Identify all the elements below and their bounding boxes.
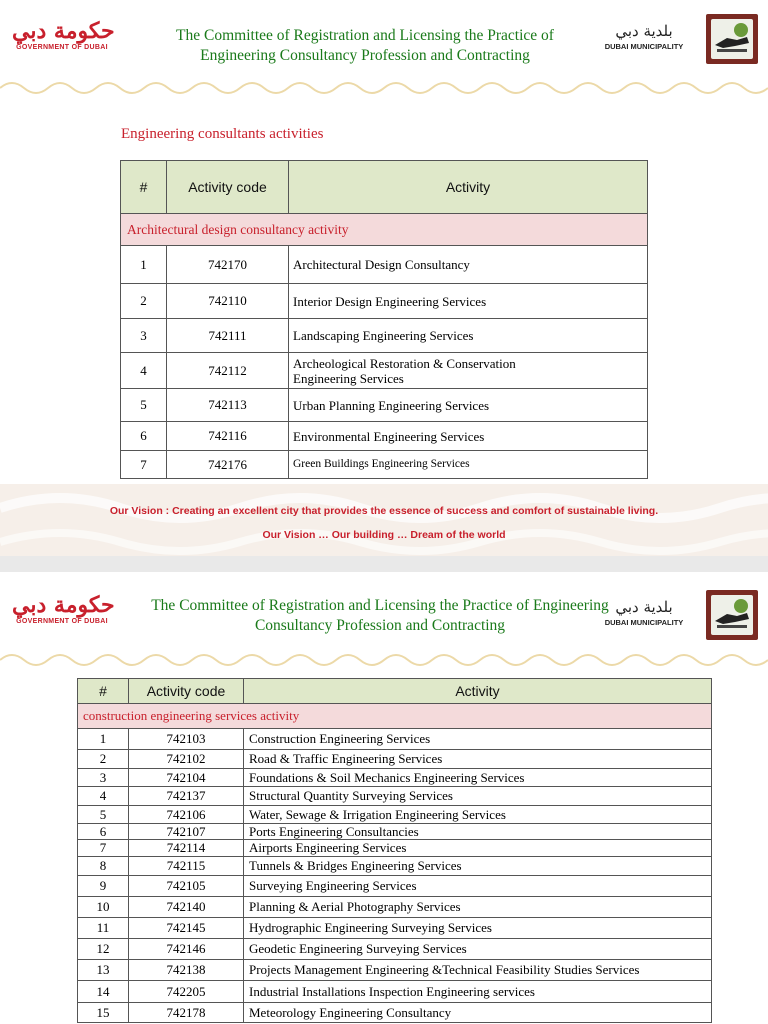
activity-code: 742112 [167, 353, 289, 389]
activity-name: Water, Sewage & Irrigation Engineering Services [244, 806, 712, 824]
activity-code: 742105 [129, 876, 244, 897]
dm-logo-arabic: بلدية دبي [615, 22, 673, 40]
activity-name: Interior Design Engineering Services [289, 284, 648, 319]
header-number: # [121, 161, 167, 214]
activity-code: 742113 [167, 389, 289, 422]
row-number: 14 [78, 981, 129, 1003]
category-label: Architectural design consultancy activity [121, 214, 648, 246]
activity-name: Geodetic Engineering Surveying Services [244, 939, 712, 960]
municipality-emblem-icon [706, 590, 758, 640]
table-row [78, 939, 712, 960]
municipality-emblem-icon [706, 14, 758, 64]
table-row [121, 353, 648, 389]
activity-code: 742104 [129, 769, 244, 787]
activity-name: Landscaping Engineering Services [289, 319, 648, 353]
table-row [121, 284, 648, 319]
table-row [78, 1003, 712, 1023]
vision-statement: Our Vision : Creating an excellent city that provides the essence of success and comfort of sustainable living. [109, 505, 659, 517]
activity-code: 742114 [129, 840, 244, 857]
activity-name: Meteorology Engineering Consultancy [244, 1003, 712, 1023]
vision-slogan: Our Vision … Our building … Dream of the world [262, 529, 506, 541]
gov-logo-arabic: حكومة دبي [12, 592, 115, 618]
row-number: 8 [78, 857, 129, 876]
activity-code: 742170 [167, 246, 289, 284]
title-line-2: Engineering Consultancy Profession and Contracting [200, 47, 530, 64]
header-number: # [78, 679, 129, 704]
activities-table [77, 678, 712, 1023]
activity-name: Foundations & Soil Mechanics Engineering Services [244, 769, 712, 787]
activity-name: Projects Management Engineering &Technical Feasibility Studies Services [244, 960, 712, 981]
activity-code: 742102 [129, 750, 244, 769]
table-row [78, 857, 712, 876]
title-line-2: Consultancy Profession and Contracting [254, 617, 506, 634]
table-row [78, 897, 712, 918]
row-number: 7 [121, 451, 167, 479]
activity-code: 742106 [129, 806, 244, 824]
activity-code: 742103 [129, 729, 244, 750]
dm-logo-arabic: بلدية دبي [615, 598, 673, 616]
row-number: 2 [78, 750, 129, 769]
category-row [121, 214, 648, 246]
activity-code: 742110 [167, 284, 289, 319]
header-activity: Activity [244, 679, 712, 704]
activity-code: 742140 [129, 897, 244, 918]
activity-code: 742115 [129, 857, 244, 876]
activity-name: Structural Quantity Surveying Services [244, 787, 712, 806]
activity-code: 742116 [167, 422, 289, 451]
row-number: 13 [78, 960, 129, 981]
activity-code: 742145 [129, 918, 244, 939]
row-number: 5 [121, 389, 167, 422]
row-number: 12 [78, 939, 129, 960]
row-number: 5 [78, 806, 129, 824]
decorative-wave [0, 76, 768, 100]
activity-code: 742205 [129, 981, 244, 1003]
government-of-dubai-logo [12, 18, 115, 51]
activity-name: Construction Engineering Services [244, 729, 712, 750]
header-activity-code: Activity code [167, 161, 289, 214]
activity-name: Green Buildings Engineering Services [289, 451, 648, 479]
header-activity: Activity [289, 161, 648, 214]
activity-name: Hydrographic Engineering Surveying Services [244, 918, 712, 939]
activities-table [120, 160, 648, 479]
activity-name: Tunnels & Bridges Engineering Services [244, 857, 712, 876]
title-line-1: The Committee of Registration and Licensing the Practice of [176, 27, 554, 44]
gov-logo-text: GOVERNMENT OF DUBAI [16, 44, 108, 51]
row-number: 15 [78, 1003, 129, 1023]
dubai-municipality-logo [598, 14, 758, 64]
footer-band [0, 484, 768, 556]
table-row [78, 918, 712, 939]
table-row [121, 422, 648, 451]
table-row [78, 806, 712, 824]
row-number: 6 [121, 422, 167, 451]
decorative-wave [0, 648, 768, 672]
gov-logo-arabic: حكومة دبي [12, 18, 115, 44]
table-row [121, 319, 648, 353]
table-row [78, 769, 712, 787]
row-number: 1 [78, 729, 129, 750]
row-number: 4 [78, 787, 129, 806]
table-row [78, 840, 712, 857]
activity-name: Planning & Aerial Photography Services [244, 897, 712, 918]
row-number: 4 [121, 353, 167, 389]
activity-name: Road & Traffic Engineering Services [244, 750, 712, 769]
activity-code: 742176 [167, 451, 289, 479]
table-row [78, 981, 712, 1003]
row-number: 7 [78, 840, 129, 857]
dm-logo-text: DUBAI MUNICIPALITY [604, 42, 684, 51]
table-row [78, 824, 712, 840]
activity-name: Environmental Engineering Services [289, 422, 648, 451]
gov-logo-text: GOVERNMENT OF DUBAI [16, 618, 108, 625]
activity-code: 742178 [129, 1003, 244, 1023]
row-number: 1 [121, 246, 167, 284]
row-number: 3 [121, 319, 167, 353]
table-row [78, 787, 712, 806]
activity-code: 742137 [129, 787, 244, 806]
dubai-municipality-logo [598, 590, 758, 640]
category-label: construction engineering services activity [78, 704, 712, 729]
section-title: Engineering consultants activities [121, 126, 324, 142]
activity-name: Architectural Design Consultancy [289, 246, 648, 284]
government-of-dubai-logo [12, 592, 115, 625]
row-number: 11 [78, 918, 129, 939]
activity-name: Surveying Engineering Services [244, 876, 712, 897]
activity-name: Urban Planning Engineering Services [289, 389, 648, 422]
table-row [121, 389, 648, 422]
activity-name: Archeological Restoration & Conservation Engineering Services [289, 353, 648, 389]
slide-2 [0, 572, 768, 1024]
activity-code: 742111 [167, 319, 289, 353]
activity-code: 742138 [129, 960, 244, 981]
activity-name: Industrial Installations Inspection Engineering services [244, 981, 712, 1003]
table-header-row [78, 679, 712, 704]
page-title [110, 596, 650, 636]
table-row [121, 246, 648, 284]
activity-code: 742107 [129, 824, 244, 840]
header-activity-code: Activity code [129, 679, 244, 704]
table-header-row [121, 161, 648, 214]
row-number: 3 [78, 769, 129, 787]
activity-code: 742146 [129, 939, 244, 960]
row-number: 2 [121, 284, 167, 319]
table-row [78, 750, 712, 769]
slide-gap [0, 556, 768, 572]
table-row [78, 876, 712, 897]
row-number: 10 [78, 897, 129, 918]
activity-name: Ports Engineering Consultancies [244, 824, 712, 840]
dm-logo-text: DUBAI MUNICIPALITY [604, 618, 684, 627]
category-row [78, 704, 712, 729]
table-row [78, 729, 712, 750]
title-line-1: The Committee of Registration and Licensing the Practice of Engineering [151, 597, 609, 614]
table-row [78, 960, 712, 981]
row-number: 9 [78, 876, 129, 897]
page-title [140, 26, 590, 66]
activity-name: Airports Engineering Services [244, 840, 712, 857]
table-row [121, 451, 648, 479]
row-number: 6 [78, 824, 129, 840]
